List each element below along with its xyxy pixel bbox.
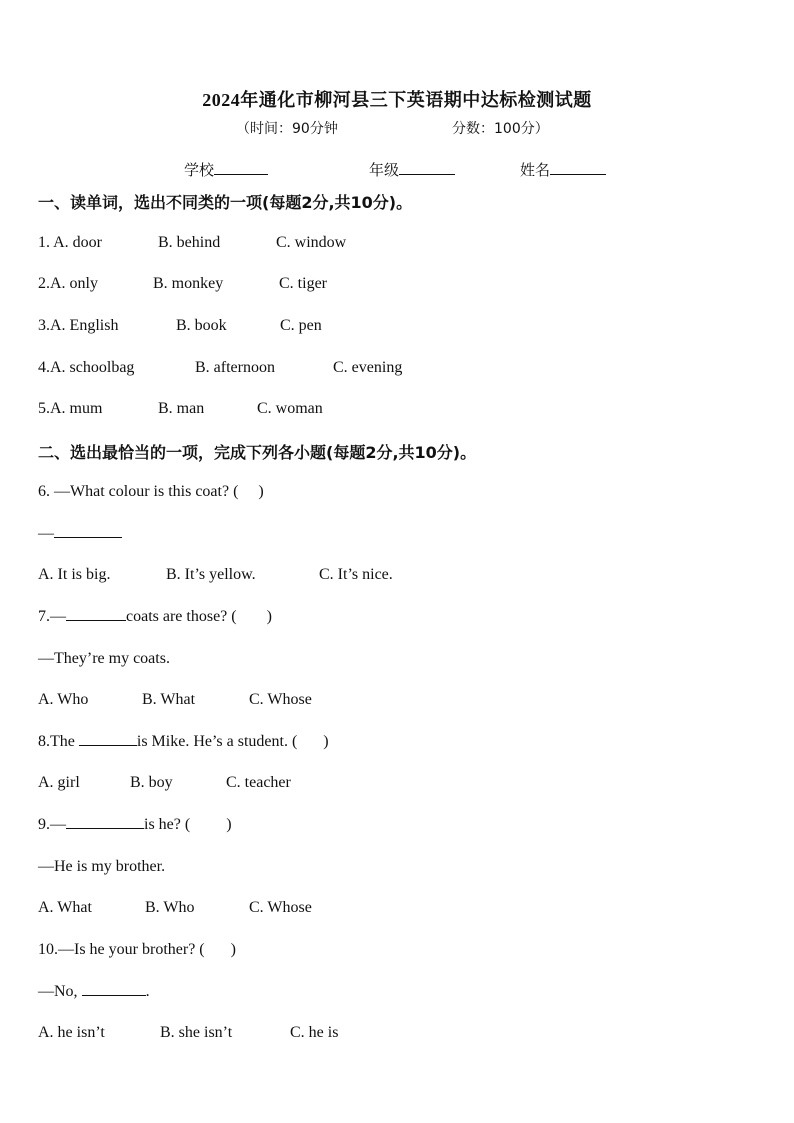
grade-field (369, 159, 455, 180)
question-10-option-b: B. she isn’t (160, 1024, 233, 1041)
question-7-option-a: A. Who (38, 691, 89, 708)
question-10-option-a: A. he isn’t (38, 1024, 105, 1041)
option-text: A. schoolbag (50, 359, 135, 376)
question-5-option-b: B. man (158, 400, 205, 417)
exam-title: 2024年通化市柳河县三下英语期中达标检测试题 (202, 90, 592, 110)
question-number: 2. (38, 275, 50, 292)
stem-text: 8.The (38, 733, 79, 750)
stem-close: ) (323, 733, 329, 750)
option-text: A. door (53, 234, 103, 251)
option-text: A. only (50, 275, 98, 292)
stem-text: 10.—Is he your brother? ( (38, 941, 205, 958)
stem-close: ) (258, 483, 264, 500)
school-field (184, 159, 268, 180)
grade-blank[interactable] (399, 174, 455, 175)
question-7-option-b: B. What (142, 691, 196, 708)
question-4-option-c: C. evening (333, 359, 403, 376)
section-1-title: 一、读单词，选出不同类的一项(每题2分,共10分)。 (38, 193, 413, 212)
stem-text: 6. —What colour is this coat? ( (38, 483, 239, 500)
question-3-option-a (38, 317, 118, 335)
score-label: 分数：100分） (452, 121, 549, 137)
stem-text: 9.— (38, 816, 66, 833)
answer-blank[interactable] (66, 620, 126, 621)
stem-close: ) (266, 608, 272, 625)
question-6-reply (38, 525, 122, 543)
reply-end: . (145, 983, 150, 1000)
answer-blank[interactable] (66, 828, 144, 829)
school-blank[interactable] (214, 174, 268, 175)
stem-close: ) (230, 941, 236, 958)
question-2-option-b: B. monkey (153, 275, 224, 292)
name-blank[interactable] (550, 174, 606, 175)
stem-close: ) (226, 816, 232, 833)
question-number: 1. (38, 234, 54, 251)
question-8-stem (38, 733, 329, 751)
option-text: A. English (50, 317, 119, 334)
question-10-reply (38, 983, 150, 1001)
question-7-reply: —They’re my coats. (38, 650, 170, 667)
question-number: 3. (38, 317, 50, 334)
question-9-option-c: C. Whose (249, 899, 312, 916)
question-number: 5. (38, 400, 50, 417)
question-8-option-c: C. teacher (226, 774, 291, 791)
question-9-reply: —He is my brother. (38, 858, 166, 875)
school-label: 学校 (184, 161, 215, 179)
question-7-stem (38, 608, 272, 626)
stem-text: is he? ( (144, 816, 191, 833)
stem-text: is Mike. He’s a student. ( (136, 733, 298, 750)
question-6-option-c: C. It’s nice. (319, 566, 393, 583)
question-8-option-b: B. boy (130, 774, 173, 791)
question-6-option-b: B. It’s yellow. (166, 566, 256, 583)
time-label: （时间：90分钟 (236, 121, 338, 137)
question-5-option-c: C. woman (257, 400, 323, 417)
question-1-option-a (38, 234, 102, 252)
question-4-option-a (38, 359, 134, 377)
reply-text: — (38, 525, 54, 542)
question-1-option-b: B. behind (158, 234, 221, 251)
question-3-option-c: C. pen (280, 317, 322, 334)
option-text: A. mum (50, 400, 103, 417)
question-6-option-a: A. It is big. (38, 566, 111, 583)
stem-text: 7.— (38, 608, 66, 625)
question-10-option-c: C. he is (290, 1024, 339, 1041)
question-9-option-a: A. What (38, 899, 92, 916)
question-1-option-c: C. window (276, 234, 347, 251)
question-2-option-a (38, 275, 98, 293)
question-9-option-b: B. Who (145, 899, 195, 916)
question-4-option-b: B. afternoon (195, 359, 275, 376)
question-2-option-c: C. tiger (279, 275, 327, 292)
answer-blank[interactable] (79, 745, 137, 746)
grade-label: 年级 (369, 161, 400, 179)
answer-blank[interactable] (54, 537, 122, 538)
reply-text: —No, (38, 983, 82, 1000)
stem-text: coats are those? ( (126, 608, 237, 625)
question-9-stem (38, 816, 232, 834)
question-10-stem (38, 941, 236, 959)
question-8-option-a: A. girl (38, 774, 80, 791)
question-number: 4. (38, 359, 50, 376)
question-6-stem (38, 483, 264, 501)
section-2-title: 二、选出最恰当的一项，完成下列各小题(每题2分,共10分)。 (38, 443, 477, 462)
answer-blank[interactable] (82, 995, 146, 996)
question-7-option-c: C. Whose (249, 691, 312, 708)
question-3-option-b: B. book (176, 317, 227, 334)
question-5-option-a (38, 400, 102, 418)
name-field (520, 159, 606, 180)
name-label: 姓名 (520, 161, 551, 179)
